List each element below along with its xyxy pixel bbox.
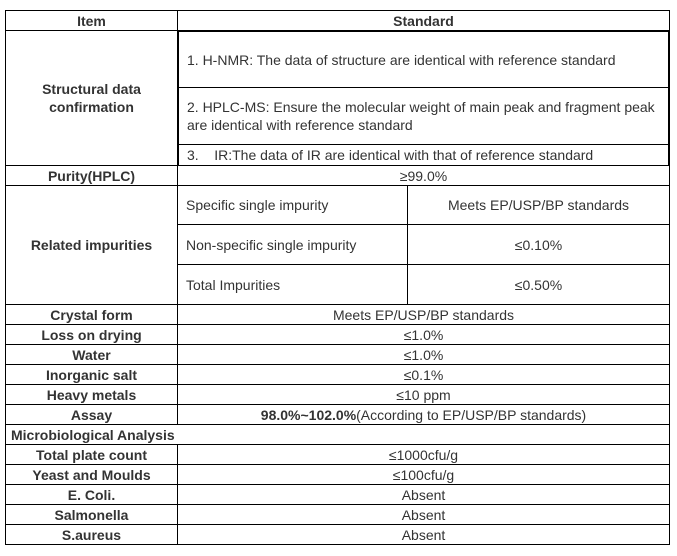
heavy-row [6,385,670,405]
header-standard: Standard [178,11,670,31]
impurity-value: ≤0.50% [408,265,670,305]
impurity-value: ≤0.10% [408,225,670,265]
structural-standards [178,31,670,166]
structural-row [6,31,670,166]
micro-item: S.aureus [6,525,178,545]
micro-title-row [6,425,670,445]
micro-row [6,445,670,465]
header-item: Item [6,11,178,31]
crystal-row [6,305,670,325]
loss-item: Loss on drying [6,325,178,345]
heavy-value: ≤10 ppm [178,385,670,405]
impurity-name: Total Impurities [178,265,408,305]
crystal-item: Crystal form [6,305,178,325]
impurity-name: Non-specific single impurity [178,225,408,265]
micro-value: ≤1000cfu/g [178,445,670,465]
assay-row [6,405,670,425]
micro-item: Yeast and Moulds [6,465,178,485]
micro-value: Absent [178,505,670,525]
ir-line: 3. IR:The data of IR are identical with that of reference standard [179,145,669,166]
hnmr-line: 1. H-NMR: The data of structure are identical with reference standard [179,32,669,88]
impurity-value: Meets EP/USP/BP standards [408,186,670,225]
loss-row [6,325,670,345]
purity-value: ≥99.0% [178,166,670,186]
micro-row [6,525,670,545]
structural-item: Structural data confirmation [6,31,178,166]
inorganic-item: Inorganic salt [6,365,178,385]
micro-value: ≤100cfu/g [178,465,670,485]
assay-item: Assay [6,405,178,425]
assay-range: 98.0%~102.0% [260,406,357,423]
hplc-ms-line: 2. HPLC-MS: Ensure the molecular weight of main peak and fragment peak are identical with reference standard [179,88,669,145]
inorganic-row [6,365,670,385]
impurity-name: Specific single impurity [178,186,408,225]
micro-title: Microbiological Analysis [6,425,670,445]
loss-value: ≤1.0% [178,325,670,345]
impurities-item: Related impurities [6,186,178,305]
micro-item: Salmonella [6,505,178,525]
micro-value: Absent [178,485,670,505]
micro-item: Total plate count [6,445,178,465]
micro-row [6,485,670,505]
water-value: ≤1.0% [178,345,670,365]
assay-value [178,405,670,425]
micro-item: E. Coli. [6,485,178,505]
specification-table [5,10,670,545]
structural-lines [178,31,669,165]
inorganic-value: ≤0.1% [178,365,670,385]
purity-item: Purity(HPLC) [6,166,178,186]
purity-row [6,166,670,186]
impurities-row-1 [6,186,670,225]
crystal-value: Meets EP/USP/BP standards [178,305,670,325]
water-row [6,345,670,365]
micro-row [6,505,670,525]
heavy-item: Heavy metals [6,385,178,405]
header-row [6,11,670,31]
micro-row [6,465,670,485]
micro-value: Absent [178,525,670,545]
assay-note: (According to EP/USP/BP standards) [356,406,587,423]
water-item: Water [6,345,178,365]
